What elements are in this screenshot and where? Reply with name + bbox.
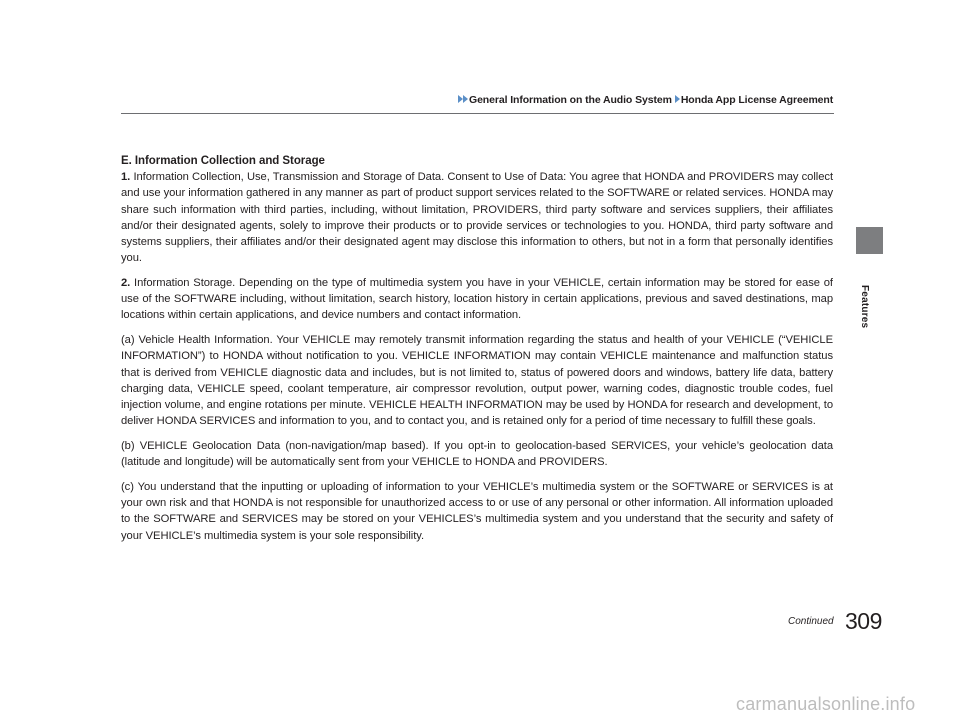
watermark: carmanualsonline.info [736,694,916,714]
paragraph-2 [121,275,833,324]
paragraph-text: Information Storage. Depending on the type of multimedia system you have in your VEHICLE, certain information may be stored for ease of use of the SOFTWARE including, without limitation, search history, location history in certain applications, previous and saved destinations, map locations within certain applications, and device numbers and contact information. [121,277,833,322]
paragraph-number: 2. [121,277,131,290]
breadcrumb-item[interactable]: Honda App License Agreement [680,94,834,106]
paragraph-a [121,332,833,429]
paragraph-c [121,479,833,544]
section-tab-label: Features [859,285,870,329]
paragraph-text: (b) VEHICLE Geolocation Data (non-navigation/map based). If you opt-in to geolocation-based SERVICES, your vehicle’s geolocation data (latitude and longitude) will be automatically sent from your VEHICLE to HONDA and PROVIDERS. [121,440,833,469]
breadcrumb-item[interactable]: General Information on the Audio System [469,94,672,106]
paragraph-text: Information Collection, Use, Transmission and Storage of Data. Consent to Use of Data: You agree that HONDA and PROVIDERS may collect and use your information gathered in any manner as part of product support services related to the SOFTWARE or related services. HONDA may share such information with third parties, including, without limitation, PROVIDERS, third party software and services suppliers, their affiliates and/or their designated agents, solely to improve their products or to provide services or technologies to you. HONDA, third party software and systems suppliers, their affiliates and/or their designated agent may disclose this information to others, but not in a form that personally identifies you. [121,171,833,265]
document-body [121,153,833,552]
breadcrumb [458,94,833,106]
paragraph-number: 1. [121,171,131,184]
header-divider [121,113,834,114]
paragraph-1 [121,169,833,266]
page-number: 309 [845,608,882,634]
paragraph-text: (a) Vehicle Health Information. Your VEHICLE may remotely transmit information regarding the status and health of your VEHICLE (“VEHICLE INFORMATION”) to HONDA without notification to you. VEHICLE INFORMATION may contain VEHICLE maintenance and malfunction status that is derived from VEHICLE diagnostic data and includes, but is not limited to, status of powered doors and windows, battery life data, battery charging data, VEHICLE speed, coolant temperature, air compressor revolution, output power, warning codes, diagnostic trouble codes, fuel injection volume, and engine rotations per minute. VEHICLE HEALTH INFORMATION may be used by HONDA for research and development, to deliver HONDA SERVICES and information to you, and to contact you, and is retained only for a period of time necessary to fulfill these goals. [121,334,833,428]
paragraph-text: (c) You understand that the inputting or uploading of information to your VEHICLE’s multimedia system or the SOFTWARE or SERVICES is at your own risk and that HONDA is not responsible for unauthorized access to or use of any personal or other information. All information uploaded to the SOFTWARE and SERVICES may be stored on your VEHICLES’s multimedia system and you understand that the security and safety of your VEHICLE’s multimedia system is your sole responsibility. [121,481,833,542]
paragraph-b [121,438,833,470]
section-heading: E. Information Collection and Storage [121,155,325,167]
breadcrumb-arrow-icon [463,95,468,103]
breadcrumb-separator-icon [675,95,680,103]
section-tab-marker [856,227,883,254]
continued-label: Continued [788,616,834,627]
